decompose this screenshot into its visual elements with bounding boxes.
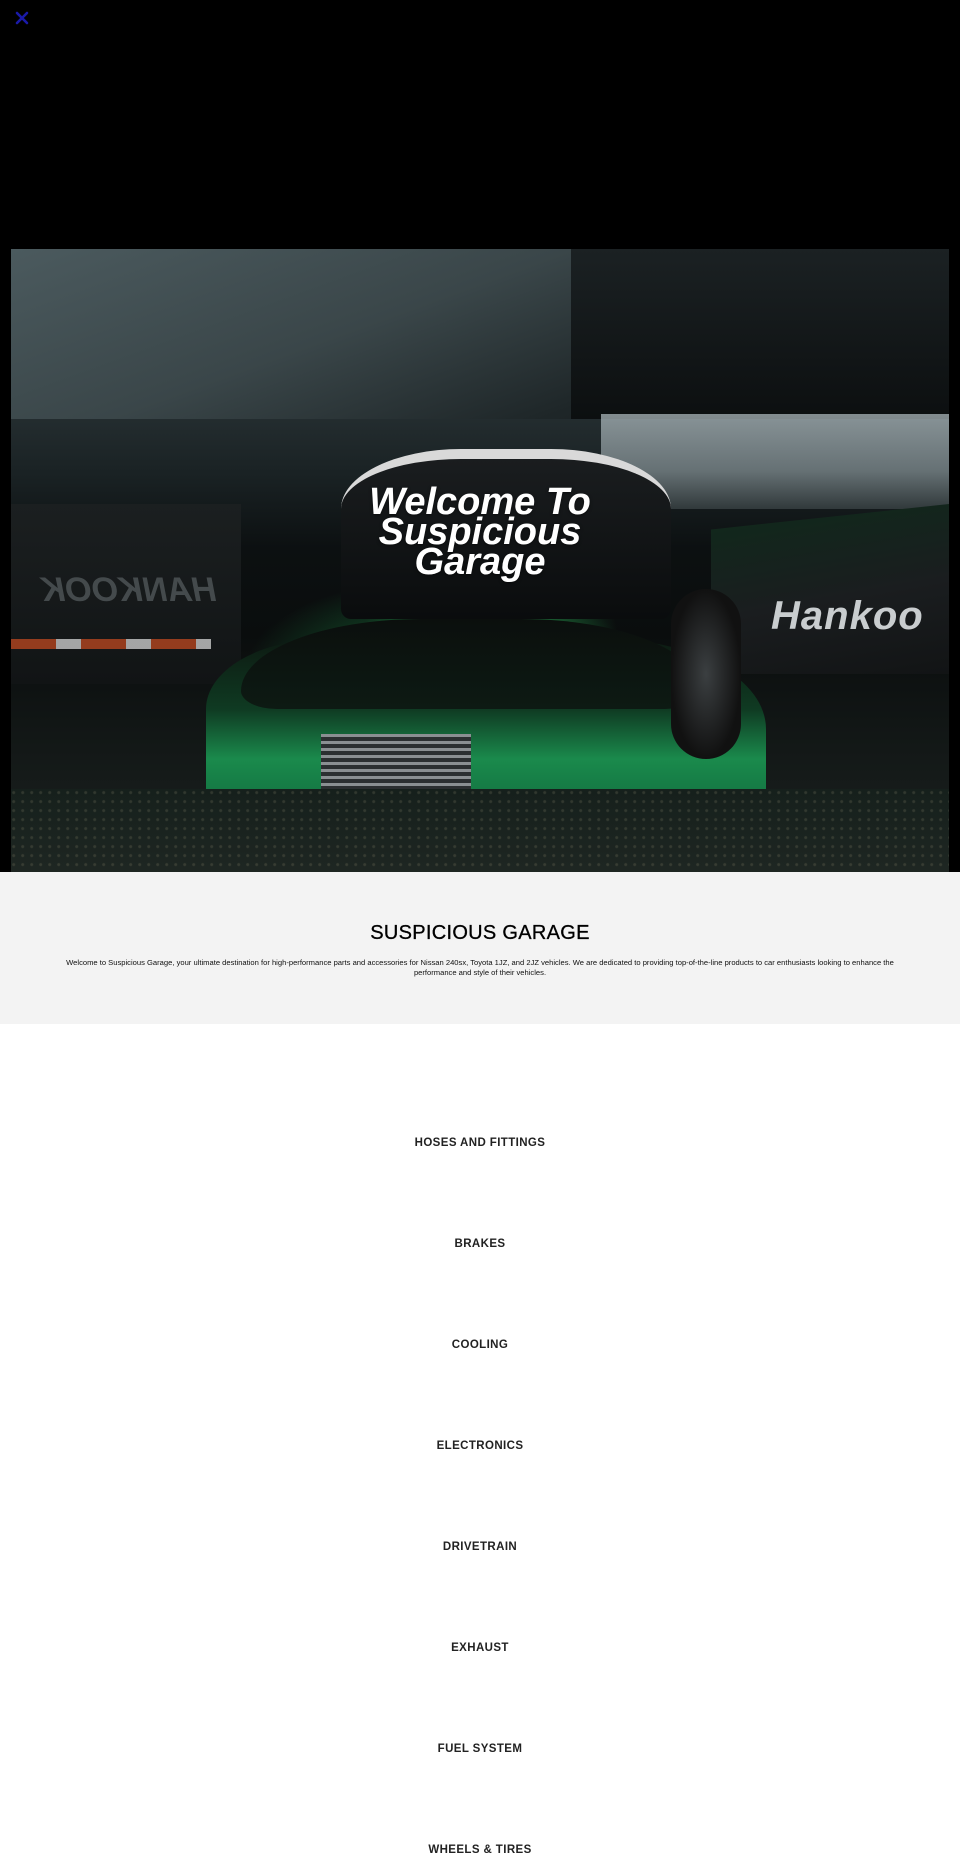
hero-title-line: Garage	[414, 541, 546, 583]
category-fuel-system[interactable]: FUEL SYSTEM	[437, 1743, 523, 1755]
close-icon	[14, 10, 30, 26]
about-section	[0, 872, 960, 1024]
car-wheel	[671, 589, 741, 759]
hero-image	[11, 249, 949, 872]
category-hoses-and-fittings[interactable]: HOSES AND FITTINGS	[414, 1137, 546, 1149]
category-drivetrain[interactable]: DRIVETRAIN	[442, 1541, 518, 1553]
category-cooling[interactable]: COOLING	[451, 1339, 509, 1351]
trailer-stripe	[11, 639, 211, 649]
hero-title	[11, 481, 949, 583]
hero-title-line: Welcome To	[369, 481, 591, 523]
category-electronics[interactable]: ELECTRONICS	[436, 1440, 524, 1452]
tent-shadow	[571, 249, 949, 419]
hero-section	[0, 249, 960, 872]
hero-title-line: Suspicious	[378, 511, 582, 553]
header-bar	[0, 0, 960, 249]
close-button[interactable]	[12, 8, 32, 28]
category-wheels-and-tires[interactable]: WHEELS & TIRES	[428, 1844, 532, 1856]
car-hood	[241, 619, 701, 709]
trailer-text: HANKOOK	[41, 571, 217, 609]
category-exhaust[interactable]: EXHAUST	[451, 1642, 509, 1654]
about-text: Welcome to Suspicious Garage, your ultimate destination for high-performance parts and accessories for Nissan 240sx, Toyota 1JZ, and 2JZ vehicles. We are dedicated to providing top-of-the-line products to car enthusiasts looking to enhance the performance and style of their vehicles.	[66, 958, 894, 977]
ground	[11, 789, 949, 872]
category-brakes[interactable]: BRAKES	[454, 1238, 506, 1250]
car-grille	[321, 734, 471, 789]
about-heading: SUSPICIOUS GARAGE	[370, 922, 590, 944]
door-sponsor-text: Hankoo	[771, 594, 924, 638]
